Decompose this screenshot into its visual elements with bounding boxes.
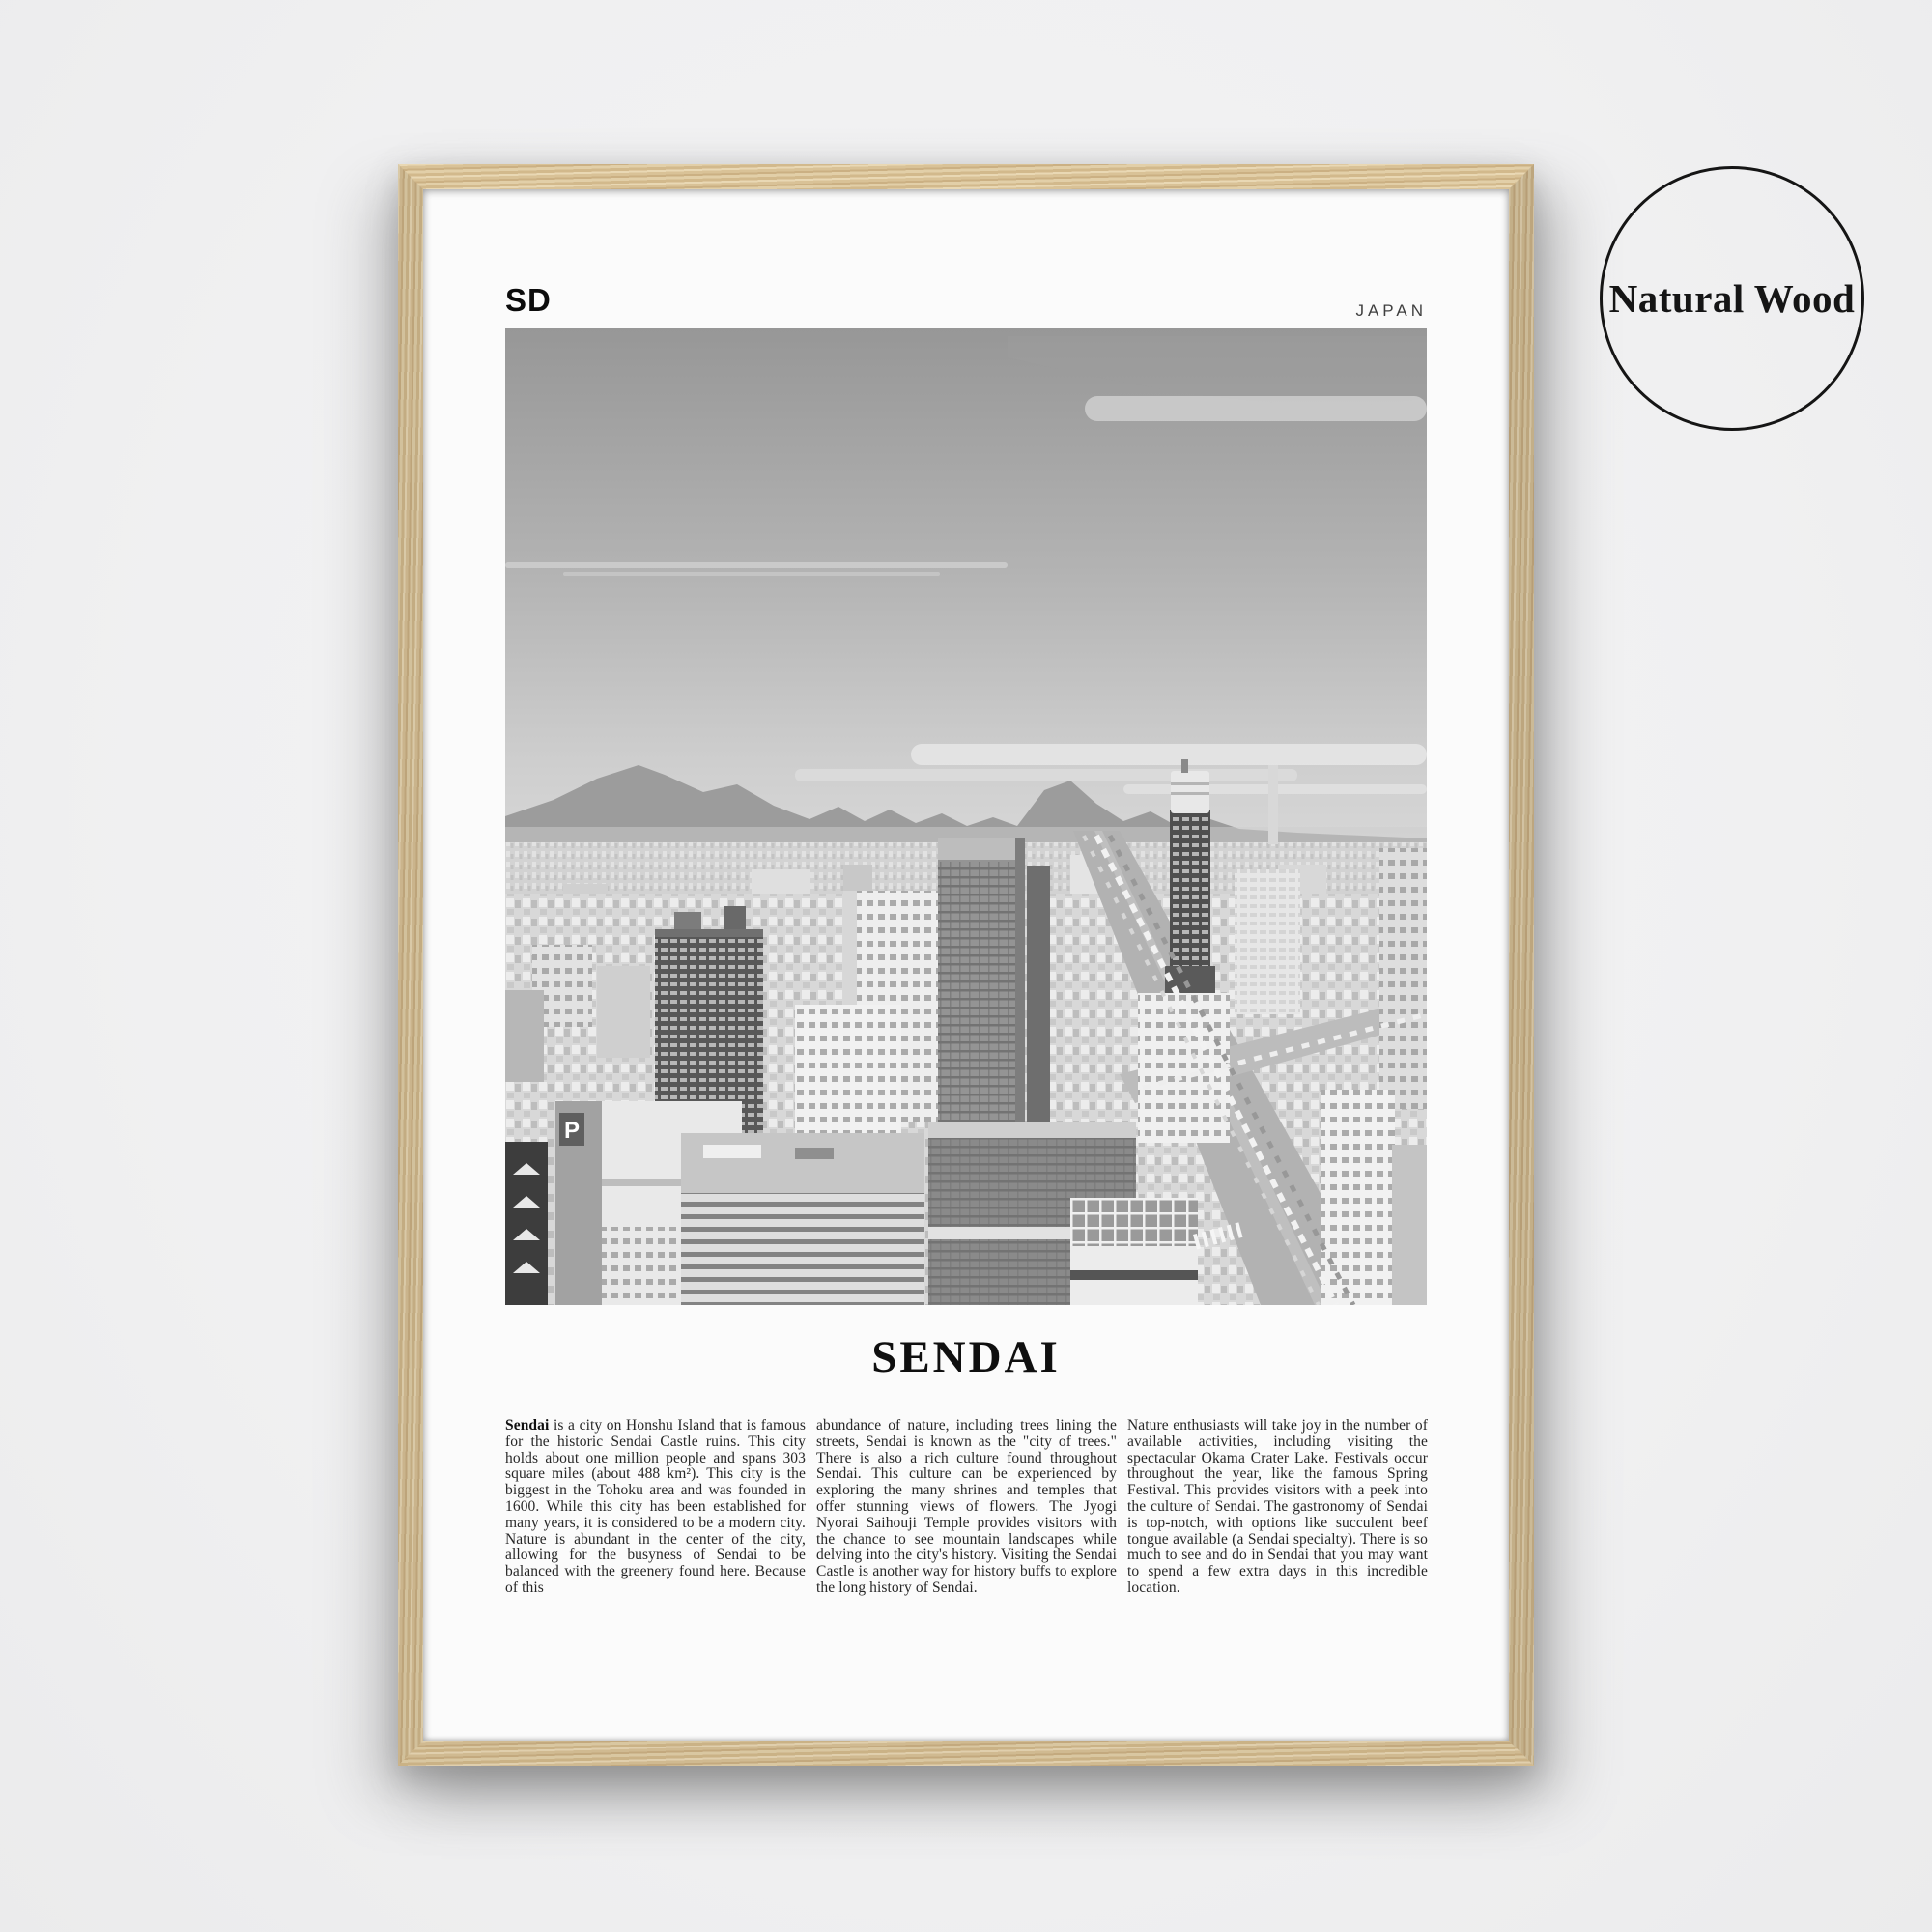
body-column-1: Sendai is a city on Honshu Island that is famous for the historic Sendai Castle ruins. This city holds about one million people and spans 303 square miles (about 488 km²). This city is the biggest in the Tohoku area and was founded in 1600. While this city has been established for many years, it is considered to be a modern city. Nature is abundant in the center of the city, allowing for the busyness of Sendai to be balanced with the greenery found here. Because of this xyxy=(505,1417,806,1596)
wood-frame-right xyxy=(1509,164,1534,1766)
wood-frame-left xyxy=(398,164,423,1766)
svg-text:P: P xyxy=(563,1118,581,1144)
cityscape-illustration xyxy=(505,328,1427,1305)
natural-wood-picture-frame xyxy=(398,164,1534,1766)
wood-frame-bottom xyxy=(398,1741,1534,1766)
poster-title: SENDAI xyxy=(871,1332,1061,1382)
body-column-3: Nature enthusiasts will take joy in the number of available activities, including visiting the spectacular Okama Crater Lake. Festivals occur throughout the year, like the famous Spring Festival. This provides visitors with a peek into the culture of Sendai. The gastronomy of Sendai is top-notch, with options like succulent beef tongue available (a Sendai specialty). There is so much to see and do in Sendai that you may want to spend a few extra days in this incredible location. xyxy=(1127,1417,1428,1596)
sendai-cityscape-photo xyxy=(505,328,1427,1305)
poster-body-text xyxy=(505,1418,1427,1597)
poster-brand-monogram: SD xyxy=(505,282,552,318)
wood-frame-top xyxy=(398,164,1534,189)
sendai-travel-poster xyxy=(423,189,1509,1741)
poster-country-label: JAPAN xyxy=(1355,301,1427,320)
body-column-2: abundance of nature, including trees lining the streets, Sendai is known as the "city of trees." There is also a rich culture found throughout Sendai. This culture can be experienced by exploring the many shrines and temples that offer stunning views of flowers. The Jyogi Nyorai Saihouji Temple provides visitors with the chance to see mountain landscapes while delving into the city's history. Visiting the Sendai Castle is another way for history buffs to explore the long history of Sendai. xyxy=(816,1417,1117,1596)
badge-label: Natural Wood xyxy=(1608,276,1856,321)
lead-word: Sendai xyxy=(505,1417,550,1434)
natural-wood-badge xyxy=(1600,166,1864,431)
